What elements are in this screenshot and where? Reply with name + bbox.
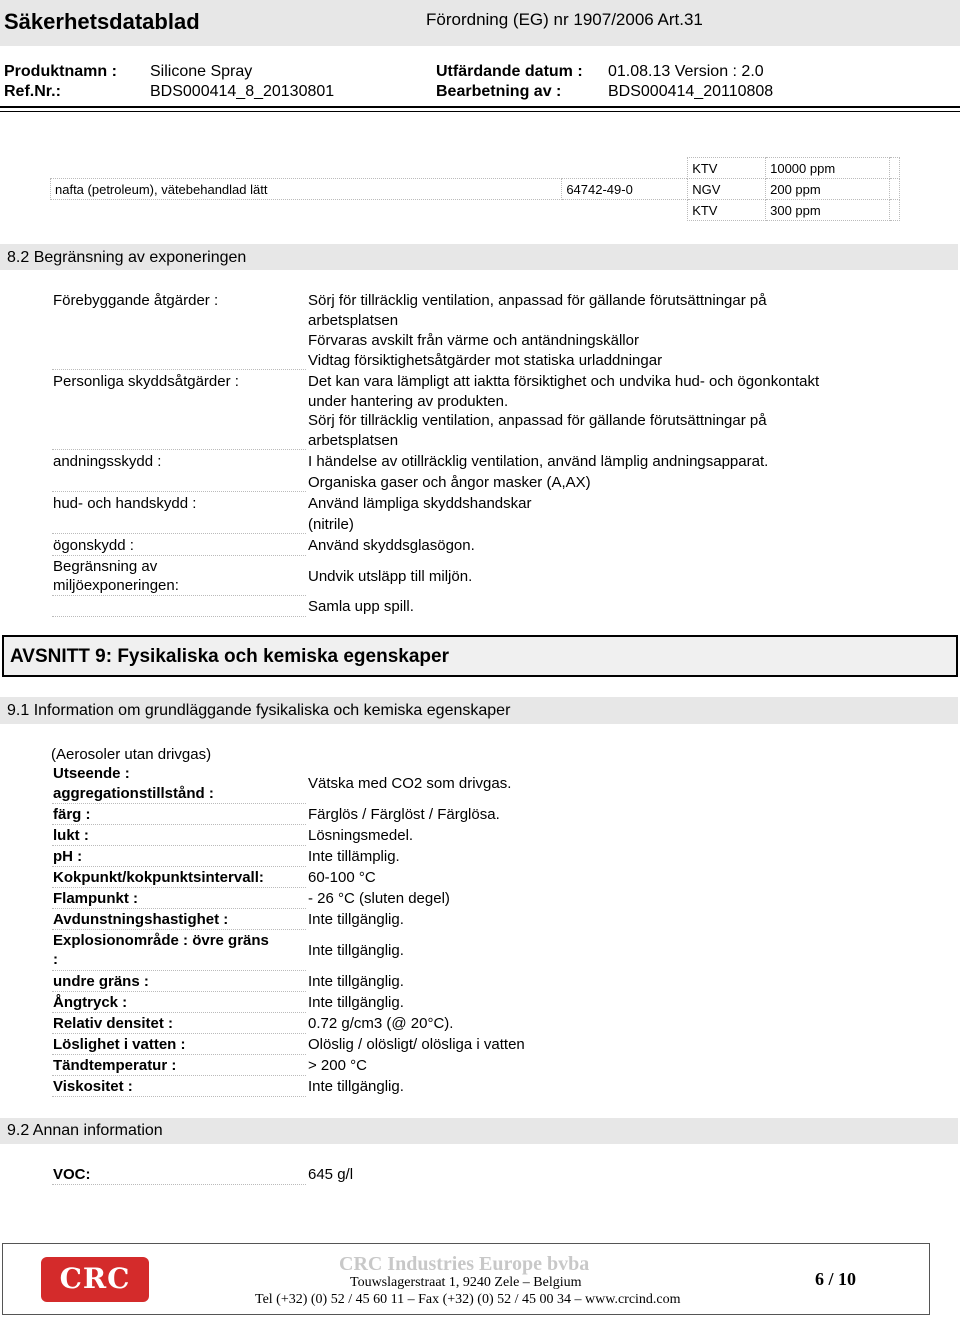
row-separator <box>52 555 306 556</box>
evaporation-rate-value: Inte tillgänglig. <box>308 911 404 928</box>
ignition-temperature-value: > 200 °C <box>308 1057 367 1074</box>
row-separator <box>52 908 306 909</box>
row-separator <box>52 866 306 867</box>
explosion-upper-label: Explosionområde : övre gräns <box>53 932 269 949</box>
regulation-text: Förordning (EG) nr 1907/2006 Art.31 <box>426 10 703 29</box>
respiratory-line: I händelse av otillräcklig ventilation, använd lämplig andningsapparat. <box>308 453 769 470</box>
ignition-temperature-label: Tändtemperatur : <box>53 1057 177 1074</box>
preventive-line: Vidtag försiktighetsåtgärder mot statiska urladdningar <box>308 352 663 369</box>
edited-by-label: Bearbetning av : <box>436 83 562 100</box>
preventive-line: arbetsplatsen <box>308 312 399 329</box>
page-footer <box>2 1243 930 1315</box>
viscosity-label: Viskositet : <box>53 1078 133 1095</box>
row-separator <box>52 616 306 617</box>
limit-type-cell: KTV <box>688 200 766 221</box>
ph-value: Inte tillämplig. <box>308 848 400 865</box>
row-separator <box>52 803 306 804</box>
blank-cell <box>889 200 899 221</box>
row-separator <box>52 369 306 370</box>
vapour-pressure-value: Inte tillgänglig. <box>308 994 404 1011</box>
appearance-label: Utseende : <box>53 765 130 782</box>
water-solubility-value: Olöslig / olösligt/ olösliga i vatten <box>308 1036 525 1053</box>
crc-logo <box>41 1257 149 1302</box>
header-rule-thin <box>0 111 960 112</box>
relative-density-label: Relativ densitet : <box>53 1015 174 1032</box>
row-separator <box>52 533 306 534</box>
ref-value: BDS000414_8_20130801 <box>150 83 335 100</box>
limit-type-cell: NGV <box>688 179 766 200</box>
cas-cell: 64742-49-0 <box>562 179 688 200</box>
issue-date-label: Utfärdande datum : <box>436 63 583 80</box>
hand-protection-label: hud- och handskydd : <box>53 495 197 512</box>
row-separator <box>52 845 306 846</box>
preventive-line: Sörj för tillräcklig ventilation, anpassad för gällande förutsättningar på <box>308 292 767 309</box>
voc-label: VOC: <box>53 1166 91 1183</box>
flash-point-value: - 26 °C (sluten degel) <box>308 890 450 907</box>
water-solubility-label: Löslighet i vatten : <box>53 1036 186 1053</box>
row-separator <box>52 1096 306 1097</box>
cas-cell <box>562 200 688 221</box>
aerosol-note: (Aerosoler utan drivgas) <box>51 746 212 763</box>
vapour-pressure-label: Ångtryck : <box>53 994 128 1011</box>
row-separator <box>52 887 306 888</box>
environment-label: Begränsning av <box>53 558 158 575</box>
preventive-line: Förvaras avskilt från värme och antändningskällor <box>308 332 639 349</box>
issue-date-value: 01.08.13 Version : 2.0 <box>608 63 764 80</box>
personal-protection-label: Personliga skyddsåtgärder : <box>53 373 239 390</box>
row-separator <box>52 1012 306 1013</box>
hand-line: (nitrile) <box>308 516 354 533</box>
environment-label: miljöexponeringen: <box>53 577 179 594</box>
explosion-lower-label: undre gräns : <box>53 973 149 990</box>
relative-density-value: 0.72 g/cm3 (@ 20°C). <box>308 1015 454 1032</box>
exposure-limits-table <box>50 157 900 221</box>
row-separator <box>52 991 306 992</box>
ref-label: Ref.Nr.: <box>4 83 61 100</box>
row-separator <box>52 970 306 971</box>
limit-value-cell: 300 ppm <box>766 200 890 221</box>
row-separator <box>52 929 306 930</box>
section-9-title: AVSNITT 9: Fysikaliska och kemiska egenskaper <box>10 646 449 667</box>
table-row <box>51 179 900 200</box>
odor-label: lukt : <box>53 827 89 844</box>
preventive-measures-label: Förebyggande åtgärder : <box>53 292 219 309</box>
boiling-point-label: Kokpunkt/kokpunktsintervall: <box>53 869 264 886</box>
evaporation-rate-label: Avdunstningshastighet : <box>53 911 229 928</box>
company-address: Touwslagerstraat 1, 9240 Zele – Belgium <box>350 1275 582 1290</box>
limit-type-cell: KTV <box>688 158 766 179</box>
limit-value-cell: 200 ppm <box>766 179 890 200</box>
row-separator <box>52 449 306 450</box>
appearance-label: aggregationstillstånd : <box>53 785 214 802</box>
explosion-upper-value: Inte tillgänglig. <box>308 942 404 959</box>
edited-by-value: BDS000414_20110808 <box>608 83 774 100</box>
section-9-heading-box <box>2 635 958 677</box>
product-value: Silicone Spray <box>150 63 253 80</box>
explosion-upper-label: : <box>53 951 58 968</box>
environment-line: Undvik utsläpp till miljön. <box>308 568 473 585</box>
row-separator <box>52 1184 306 1185</box>
row-separator <box>52 491 306 492</box>
header-rule <box>0 106 960 108</box>
blank-cell <box>889 158 899 179</box>
table-row <box>51 158 900 179</box>
row-separator <box>52 1033 306 1034</box>
explosion-lower-value: Inte tillgänglig. <box>308 973 404 990</box>
row-separator <box>52 1054 306 1055</box>
hand-line: Använd lämpliga skyddshandskar <box>308 495 532 512</box>
color-label: färg : <box>53 806 91 823</box>
personal-line: under hantering av produkten. <box>308 393 509 410</box>
eye-line: Använd skyddsglasögon. <box>308 537 475 554</box>
personal-line: Det kan vara lämpligt att iaktta försiktighet och undvika hud- och ögonkontakt <box>308 373 820 390</box>
row-separator <box>52 595 306 596</box>
table-row <box>51 200 900 221</box>
section-9-2-title: 9.2 Annan information <box>7 1122 163 1139</box>
odor-value: Lösningsmedel. <box>308 827 414 844</box>
respiratory-protection-label: andningsskydd : <box>53 453 162 470</box>
crc-logo-text: CRC <box>59 1262 131 1295</box>
document-title: Säkerhetsdatablad <box>4 9 200 34</box>
cas-cell <box>562 158 688 179</box>
viscosity-value: Inte tillgänglig. <box>308 1078 404 1095</box>
blank-cell <box>889 179 899 200</box>
company-contact: Tel (+32) (0) 52 / 45 60 11 – Fax (+32) (0) 52 / 45 00 34 – www.crcind.com <box>255 1292 681 1307</box>
substance-cell: nafta (petroleum), vätebehandlad lätt <box>51 179 562 200</box>
environment-line: Samla upp spill. <box>308 598 414 615</box>
personal-line: arbetsplatsen <box>308 432 399 449</box>
respiratory-line: Organiska gaser och ångor masker (A,AX) <box>308 474 591 491</box>
page-number: 6 / 10 <box>815 1269 857 1289</box>
color-value: Färglös / Färglöst / Färglösa. <box>308 806 500 823</box>
section-8-2-title: 8.2 Begränsning av exponeringen <box>7 249 247 266</box>
boiling-point-value: 60-100 °C <box>308 869 376 886</box>
row-separator <box>52 1075 306 1076</box>
ph-label: pH : <box>53 848 83 865</box>
eye-protection-label: ögonskydd : <box>53 537 134 554</box>
company-name: CRC Industries Europe bvba <box>339 1253 590 1275</box>
substance-cell <box>51 158 562 179</box>
product-label: Produktnamn : <box>4 63 117 80</box>
row-separator <box>52 824 306 825</box>
flash-point-label: Flampunkt : <box>53 890 138 907</box>
appearance-value: Vätska med CO2 som drivgas. <box>308 775 512 792</box>
substance-cell <box>51 200 562 221</box>
limit-value-cell: 10000 ppm <box>766 158 890 179</box>
personal-line: Sörj för tillräcklig ventilation, anpassad för gällande förutsättningar på <box>308 412 767 429</box>
section-9-1-title: 9.1 Information om grundläggande fysikaliska och kemiska egenskaper <box>7 702 511 719</box>
voc-value: 645 g/l <box>308 1166 354 1183</box>
